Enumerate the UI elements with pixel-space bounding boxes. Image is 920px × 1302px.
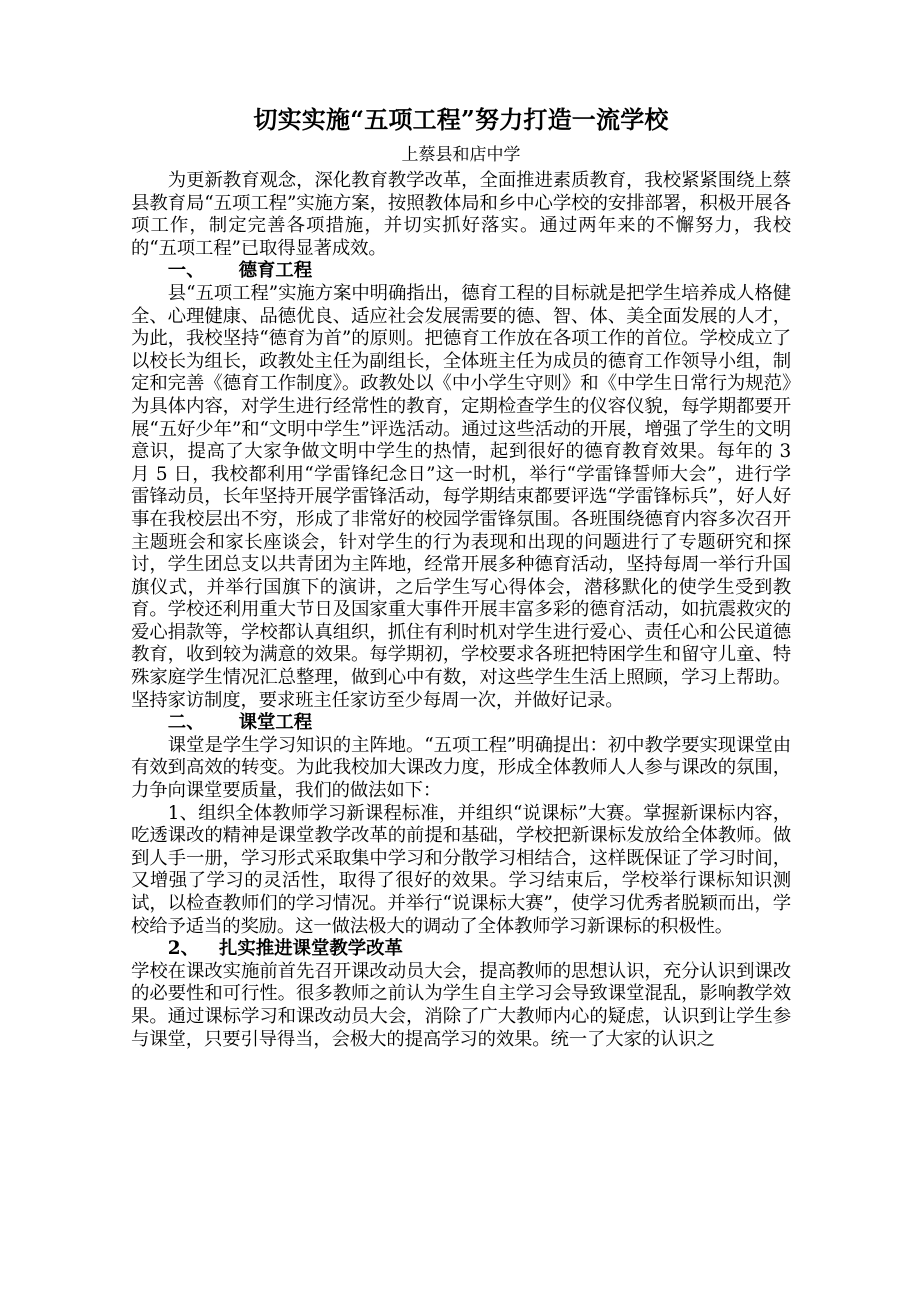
section-number-2: 二、 [167,712,205,734]
subsection-heading-2-2 [131,938,791,961]
section-number-1: 一、 [167,260,205,282]
document-title: 切实实施“五项工程”努力打造一流学校 [253,105,669,134]
intro-paragraph: 为更新教育观念，深化教育教学改革，全面推进素质教育，我校紧紧围绕上蔡县教育局“五项工程”实施方案，按照教体局和乡中心学校的安排部署，积极开展各项工作，制定完善各项措施，并切实抓好落实。通过两年来的不懈努力，我校的“五项工程”已取得显著成效。 [131,170,791,259]
section-label-1: 德育工程 [238,260,313,282]
document-subtitle-author: 上蔡县和店中学 [401,145,521,165]
subsection-2-2-paragraph-1: 学校在课改实施前首先召开课改动员大会，提高教师的思想认识，充分认识到课改的必要性和可行性。很多教师之前认为学生自主学习会导致课堂混乱，影响教学效果。通过课标学习和课改动员大会，消除了广大教师内心的疑虑，认识到让学生参与课堂，只要引导得当，会极大的提高学习的效果。统一了大家的认识之 [131,960,791,1050]
subsection-label-2-2: 扎实推进课堂教学改革 [218,938,403,960]
section-2-paragraph-1: 课堂是学生学习知识的主阵地。“五项工程”明确提出：初中教学要实现课堂由有效到高效的转变。为此我校加大课改力度，形成全体教师人人参与课改的氛围，力争向课堂要质量，我们的做法如下： [131,734,791,802]
section-heading-1 [131,260,791,283]
section-label-2: 课堂工程 [238,712,313,734]
subsection-number-2-2: 2、 [167,938,199,960]
section-heading-2 [131,712,791,735]
document-content [131,104,791,1051]
section-2-paragraph-2: 1、组织全体教师学习新课程标准，并组织“说课标”大赛。掌握新课标内容，吃透课改的精神是课堂教学改革的前提和基础，学校把新课标发放给全体教师。做到人手一册，学习形式采取集中学习和分散学习相结合，这样既保证了学习时间，又增强了学习的灵活性，取得了很好的效果。学习结束后，学校举行课标知识测试，以检查教师们的学习情况。并举行“说课标大赛”，使学习优秀者脱颖而出，学校给予适当的奖励。这一做法极大的调动了全体教师学习新课标的积极性。 [131,802,791,937]
section-1-paragraph-1: 县“五项工程”实施方案中明确指出，德育工程的目标就是把学生培养成人格健全、心理健康、品德优良、适应社会发展需要的德、智、体、美全面发展的人才，为此，我校坚持“德育为首”的原则。把德育工作放在各项工作的首位。学校成立了以校长为组长，政教处主任为副组长，全体班主任为成员的德育工作领导小组，制定和完善《德育工作制度》。政教处以《中小学生守则》和《中学生日常行为规范》为具体内容，对学生进行经常性的教育，定期检查学生的仪容仪貌，每学期都要开展“五好少年”和“文明中学生”评选活动。通过这些活动的开展，增强了学生的文明意识，提高了大家争做文明中学生的热情，起到很好的德育教育效果。每年的 3 月 5 日，我校都利用“学雷锋纪念日”这一时机，举行“学雷锋誓师大会”，进行学雷锋动员，长年坚持开展学雷锋活动，每学期结束都要评选“学雷锋标兵”，好人好事在我校层出不穷，形成了非常好的校园学雷锋氛围。各班围绕德育内容多次召开主题班会和家长座谈会，针对学生的行为表现和出现的问题进行了专题研究和探讨，学生团总支以共青团为主阵地，经常开展多种德育活动，坚持每周一举行升国旗仪式，并举行国旗下的演讲，之后学生写心得体会，潜移默化的使学生受到教育。学校还利用重大节日及国家重大事件开展丰富多彩的德育活动，如抗震救灾的爱心捐款等，学校都认真组织，抓住有利时机对学生进行爱心、责任心和公民道德教育，收到较为满意的效果。每学期初，学校要求各班把特困学生和留守儿童、特殊家庭学生情况汇总整理，做到心中有数，对这些学生生活上照顾，学习上帮助。坚持家访制度，要求班主任家访至少每周一次，并做好记录。 [131,282,791,711]
